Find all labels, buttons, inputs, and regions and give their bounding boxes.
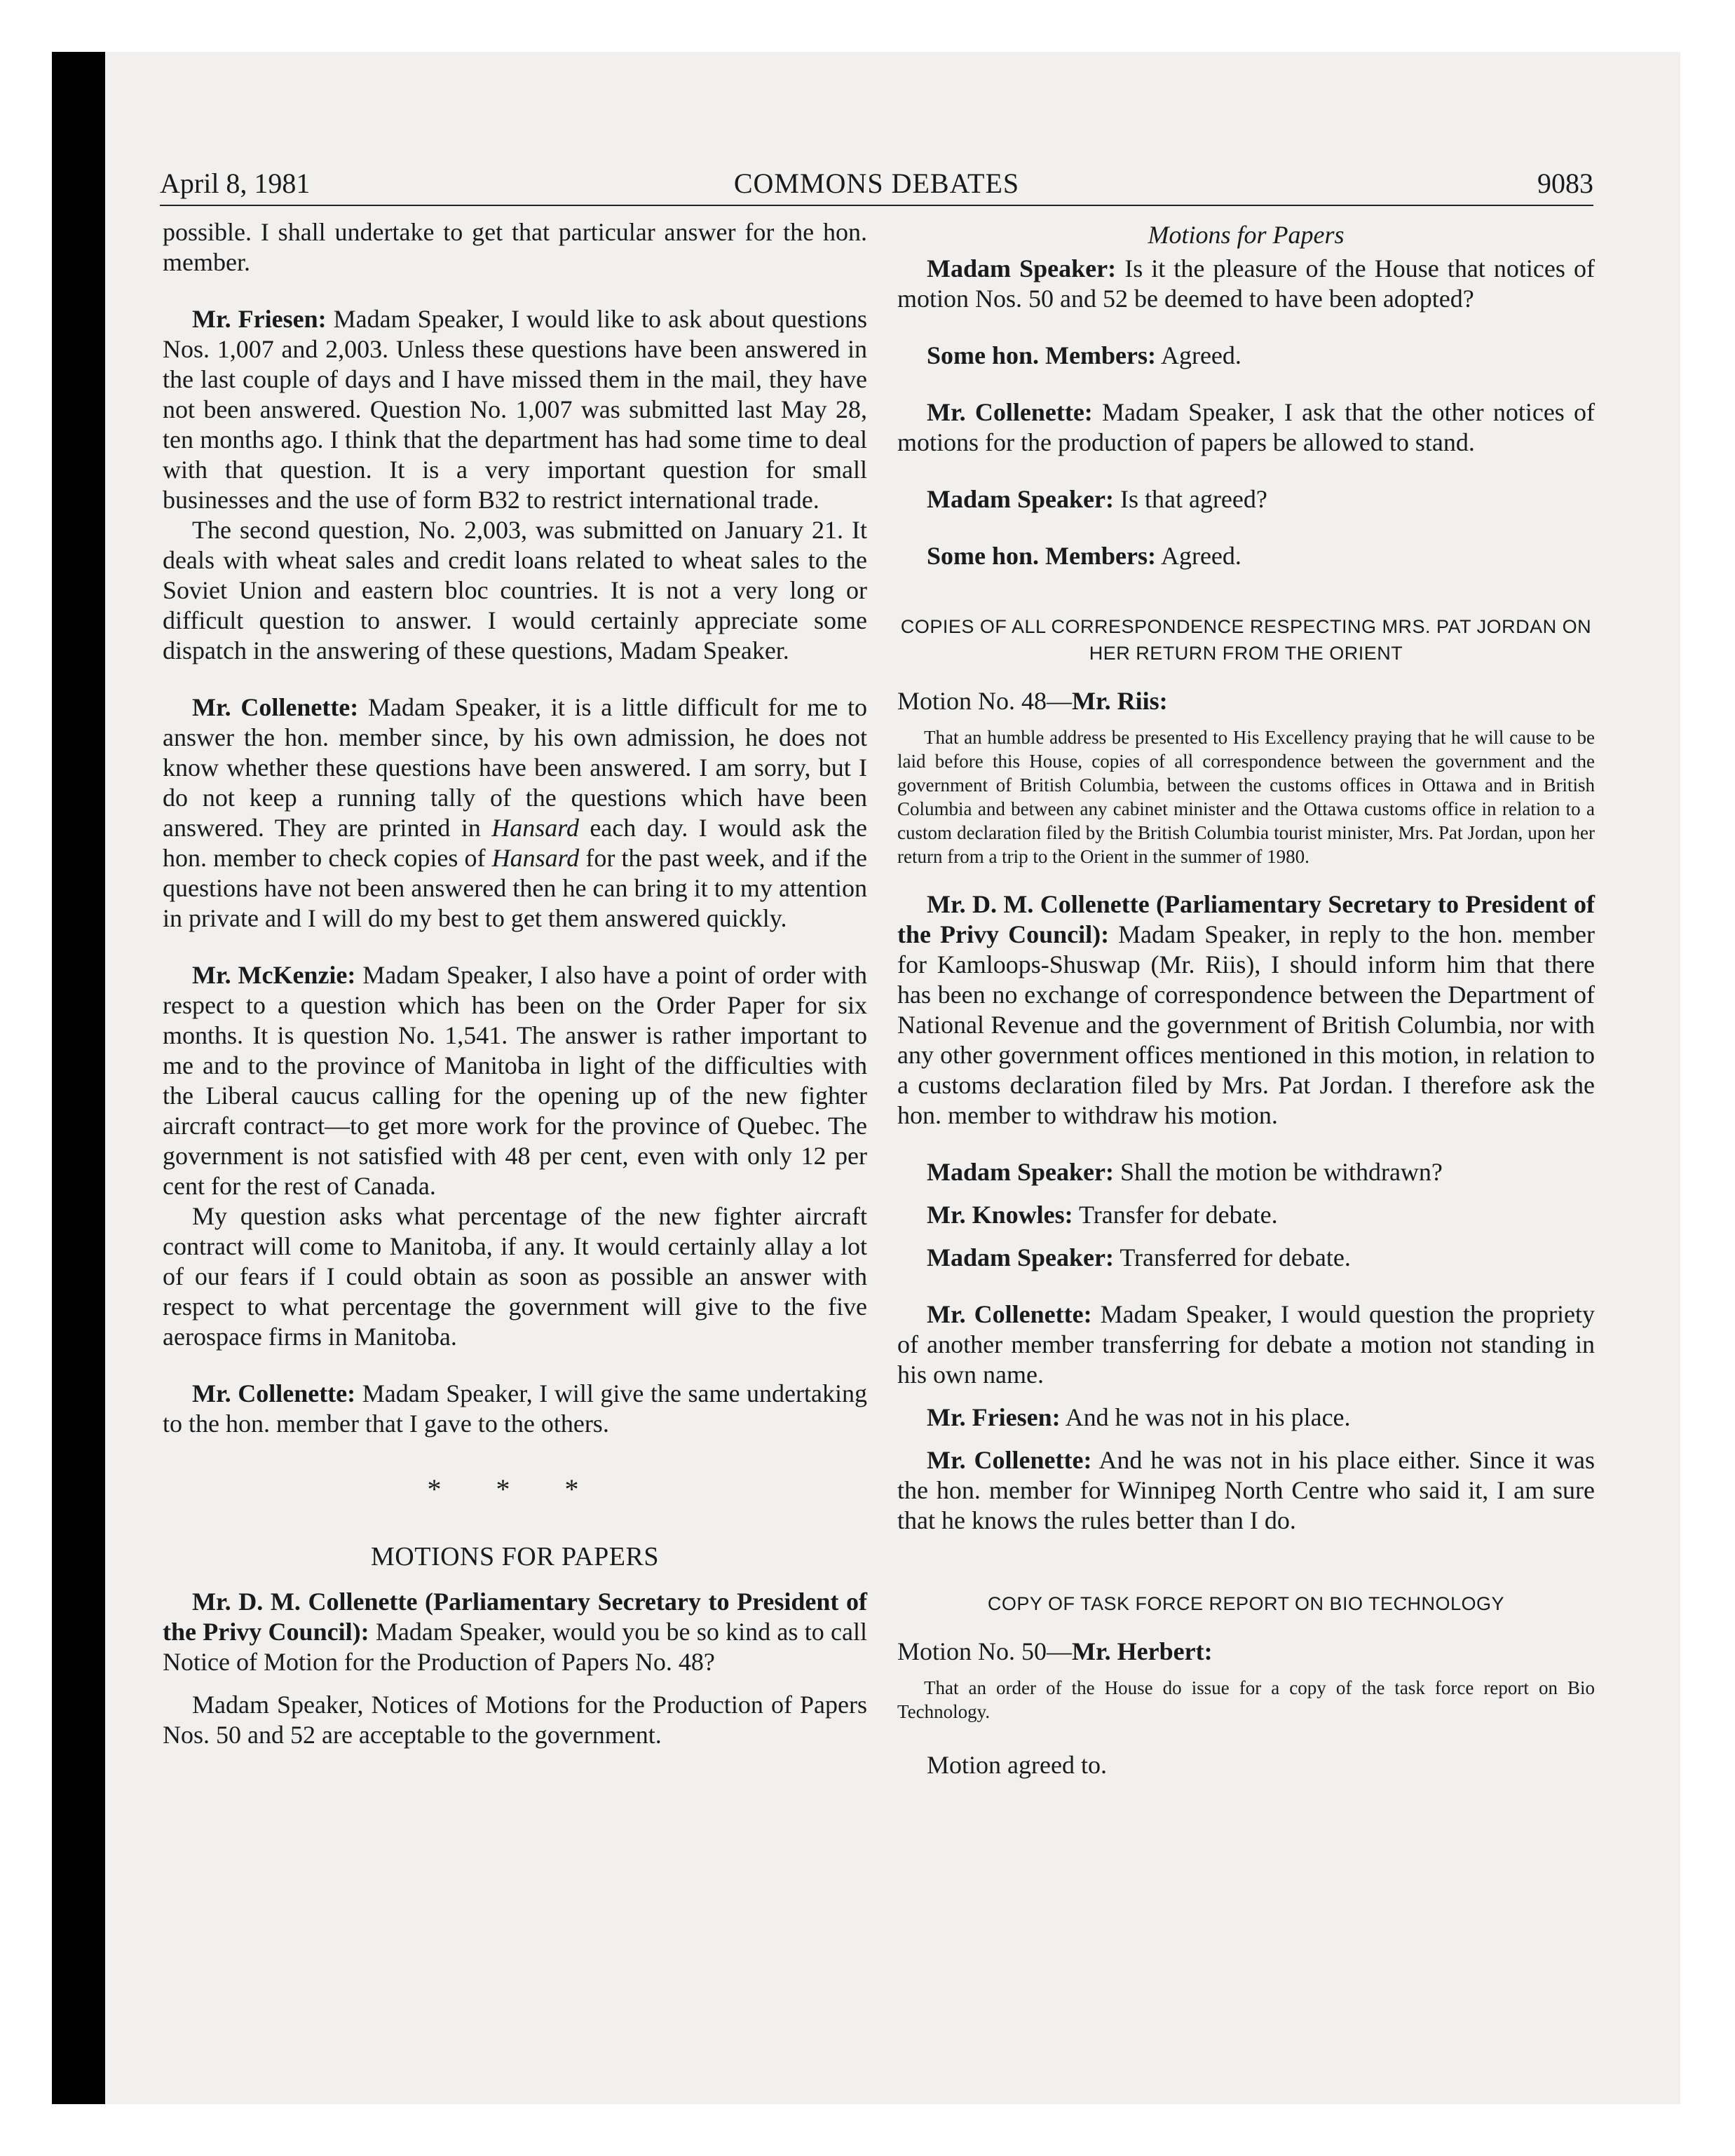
speech-text: for the past week, and if the questions have not been answered then he can bring it to my attention in private and I will do my best to get them answered quickly. [163, 844, 867, 932]
speaker-name: Some hon. Members: [927, 542, 1156, 570]
speech-members [897, 541, 1595, 571]
speech-text: And he was not in his place. [1060, 1403, 1351, 1431]
header-page-number: 9083 [1537, 168, 1593, 199]
paragraph: The second question, No. 2,003, was submitted on January 21. It deals with wheat sales and credit loans related to wheat sales to the Soviet Union and eastern bloc countries. It is not a very long or difficult question to answer. I would certainly appreciate some dispatch in the answering of these questions, Madam Speaker. [163, 516, 867, 664]
speaker-name: Mr. Friesen: [192, 305, 327, 333]
speech-madam-speaker [897, 1243, 1595, 1273]
speaker-name: Mr. Collenette: [927, 398, 1093, 426]
speech-text: Madam Speaker, I also have a point of order with respect to a question which has been on the Order Paper for six months. It is question No. 1,541. The answer is rather important to me and to the province of Manitoba in light of the difficulties with the Liberal caucus calling for the opening up of the new fighter aircraft contract—to get more work for the province of Quebec. The government is not satisfied with 48 per cent, even with only 12 per cent for the rest of Canada. [163, 961, 867, 1200]
header-date: April 8, 1981 [160, 168, 311, 199]
speech-text: Madam Speaker, I ask that the other notices of motions for the production of papers be allowed to stand. [897, 398, 1595, 456]
speech-knowles [897, 1200, 1595, 1230]
motion-prefix: Motion No. 50— [897, 1637, 1073, 1665]
section-heading: MOTIONS FOR PAPERS [371, 1542, 659, 1571]
speech-friesen [897, 1403, 1595, 1433]
speaker-name: Some hon. Members: [927, 341, 1156, 369]
header-title: COMMONS DEBATES [733, 168, 1020, 199]
speech-collenette [897, 1299, 1595, 1390]
speech-text: Madam Speaker, in reply to the hon. member for Kamloops-Shuswap (Mr. Riis), I should inform him that there has been no exchange of correspondence between the Department of National Revenue and the government of British Columbia, nor with any other government offices mentioned in this motion, in relation to a customs declaration filed by Mrs. Pat Jordan. I therefore ask the hon. member to withdraw his motion. [897, 920, 1595, 1129]
motion-heading: COPY OF TASK FORCE REPORT ON BIO TECHNOLOGY [987, 1593, 1505, 1614]
paragraph: Madam Speaker, Notices of Motions for the Production of Papers Nos. 50 and 52 are acceptable to the government. [163, 1691, 867, 1749]
speech-collenette [163, 692, 867, 934]
speaker-name: Madam Speaker: [927, 254, 1117, 282]
motion-prefix: Motion No. 48— [897, 687, 1073, 715]
speech-collenette [163, 1587, 867, 1677]
speech-mckenzie [163, 960, 867, 1201]
speech-text: Madam Speaker, it is a little difficult for me to answer the hon. member since, by his own admission, he does not know whether these questions have been answered. I am sorry, but I do not keep a running tally of the questions which have been answered. They are printed in [163, 693, 867, 842]
speech-madam-speaker [897, 484, 1595, 514]
motion-mover: Mr. Herbert: [1072, 1637, 1213, 1665]
speech-text: each day. I would ask the hon. member to check copies of [163, 814, 867, 872]
speech-madam-speaker [897, 1157, 1595, 1187]
paragraph: My question asks what percentage of the new fighter aircraft contract will come to Manitoba, if any. It would certainly allay a lot of our fears if I could obtain as soon as possible an answer with respect to what percentage the government will give to the five aerospace firms in Manitoba. [163, 1202, 867, 1351]
section-separator: * * * [427, 1473, 603, 1505]
speaker-name: Mr. McKenzie: [192, 961, 356, 989]
speech-text: Transferred for debate. [1113, 1243, 1351, 1271]
speech-text: Madam Speaker, I would like to ask about questions Nos. 1,007 and 2,003. Unless these questions have been answered in the last couple of days and I have missed them in the mail, they have not been answered. Question No. 1,007 was submitted last May 28, ten months ago. I think that the department has had some time to deal with that question. It is a very important question for small businesses and the use of form B32 to restrict international trade. [163, 305, 867, 514]
motion-result: Motion agreed to. [927, 1751, 1107, 1779]
speaker-name: Madam Speaker: [927, 485, 1114, 513]
speaker-name: Mr. Friesen: [927, 1403, 1061, 1431]
running-head: Motions for Papers [1148, 221, 1345, 249]
speech-text: Madam Speaker, would you be so kind as to call Notice of Motion for the Production of Papers No. 48? [163, 1618, 867, 1676]
left-column [163, 217, 867, 1750]
speaker-name: Mr. Knowles: [927, 1201, 1073, 1229]
speech-collenette [897, 1445, 1595, 1536]
motion-number [897, 1634, 1595, 1669]
motion-mover: Mr. Riis: [1072, 687, 1168, 715]
speech-text: Transfer for debate. [1073, 1201, 1278, 1229]
speaker-name: Mr. Collenette: [927, 1300, 1092, 1328]
speech-text: And he was not in his place either. Since it was the hon. member for Winnipeg North Centre who said it, I am sure that he knows the rules better than I do. [897, 1446, 1595, 1534]
speech-text: Madam Speaker, I will give the same undertaking to the hon. member that I gave to the others. [163, 1379, 867, 1438]
speech-text: Agreed. [1155, 341, 1241, 369]
paragraph-continuation: possible. I shall undertake to get that particular answer for the hon. member. [163, 218, 867, 276]
motion-text: That an humble address be presented to His Excellency praying that he will cause to be laid before this House, copies of all correspondence between the government and the government of British Columbia, between the customs offices in Ottawa and in British Columbia and between any cabinet minister and the Ottawa customs office in relation to a custom declaration filed by the British Columbia tourist minister, Mrs. Pat Jordan, upon her return from a trip to the Orient in the summer of 1980. [897, 727, 1595, 867]
binding-edge [52, 52, 105, 2104]
speaker-name: Mr. D. M. Collenette (Parliamentary Secretary to President of the Privy Council): [163, 1588, 867, 1646]
speech-friesen [163, 304, 867, 515]
speech-text: Is it the pleasure of the House that notices of motion Nos. 50 and 52 be deemed to have been adopted? [897, 254, 1595, 313]
header-rule [160, 205, 1593, 206]
speaker-name: Mr. D. M. Collenette (Parliamentary Secretary to President of the Privy Council): [897, 890, 1595, 948]
speaker-name: Madam Speaker: [927, 1158, 1114, 1186]
speech-members [897, 341, 1595, 371]
speech-madam-speaker [897, 254, 1595, 314]
speaker-name: Madam Speaker: [927, 1243, 1114, 1271]
motion-text: That an order of the House do issue for a copy of the task force report on Bio Technology. [897, 1677, 1595, 1722]
hansard-ref: Hansard [491, 814, 579, 842]
speaker-name: Mr. Collenette: [927, 1446, 1092, 1474]
speech-text: Is that agreed? [1113, 485, 1267, 513]
motion-heading: COPIES OF ALL CORRESPONDENCE RESPECTING MRS. PAT JORDAN ON HER RETURN FROM THE ORIENT [900, 616, 1592, 664]
speaker-name: Mr. Collenette: [192, 693, 359, 721]
speech-collenette [163, 1379, 867, 1439]
speaker-name: Mr. Collenette: [192, 1379, 356, 1407]
speech-text: Shall the motion be withdrawn? [1113, 1158, 1443, 1186]
speech-text: Madam Speaker, I would question the propriety of another member transferring for debate a motion not standing in his own name. [897, 1300, 1595, 1389]
hansard-ref: Hansard [491, 844, 580, 872]
right-column [897, 217, 1595, 1780]
page-header [160, 163, 1593, 205]
speech-collenette [897, 889, 1595, 1131]
speech-text: Agreed. [1155, 542, 1241, 570]
speech-collenette [897, 397, 1595, 458]
motion-number [897, 683, 1595, 718]
